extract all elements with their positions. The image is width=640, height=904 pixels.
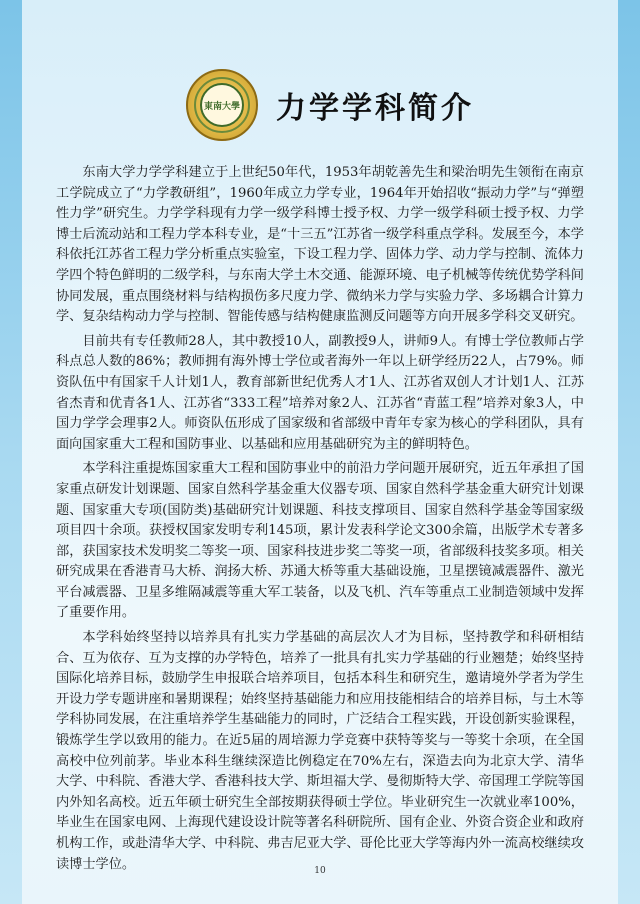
paragraph-education: 本学科始终坚持以培养具有扎实力学基础的高层次人才为目标，坚持教学和科研相结合、互为依存、互为支撑的办学特色，培养了一批具有扎实力学基础的行业翘楚；始终坚持国际化培养目标，鼓励学生申报联合培养项目，包括本科生和研究生，邀请境外学者为学生开设力学专题讲座和暑期课程；始终坚持基础能力和应用技能相结合的培养目标，与土木等学科协同发展，在注重培养学生基础能力的同时，广泛结合工程实践，开设创新实验课程，锻炼学生学以致用的能力。在近5届的周培源力学竞赛中获特等奖与一等奖十余项，在全国高校中位列前茅。毕业本科生继续深造比例稳定在70%左右，深造去向为北京大学、清华大学、中科院、香港大学、香港科技大学、斯坦福大学、曼彻斯特大学、帝国理工学院等国内外知名高校。近五年硕士研究生全部按期获得硕士学位。毕业研究生一次就业率100%，毕业生在国家电网、上海现代建设设计院等著名科研院所、国有企业、外资合资企业和政府机构工作，或赴清华大学、中科院、弗吉尼亚大学、哥伦比亚大学等海内外一流高校继续攻读博士学位。 <box>56 630 584 872</box>
seal-ring <box>194 77 250 133</box>
seal-core: 東南大學 <box>200 83 244 127</box>
article-body <box>56 163 584 879</box>
left-decor-bar <box>0 0 22 904</box>
right-decor-bar <box>618 0 640 904</box>
paragraph-research: 本学科注重提炼国家重大工程和国防事业中的前沿力学问题开展研究，近五年承担了国家重点研发计划课题、国家自然科学基金重大仪器专项、国家自然科学基金重大研究计划课题、国家重大专项(国防类)基础研究计划课题、科技支撑项目、国家自然科学基金等国家级项目四十余项。获授权国家发明专利145项，累计发表科学论文300余篇，出版学术专著多部，获国家技术发明奖二等奖一项、国家科技进步奖二等奖一项，省部级科技奖多项。相关研究成果在香港青马大桥、润扬大桥、苏通大桥等重大基础设施，卫星摆镜减震器件、激光平台减震器、卫星多维隔减震等重大军工装备，以及飞机、汽车等重点工业制造领域中发挥了重要作用。 <box>56 461 584 621</box>
university-seal-icon <box>186 69 258 141</box>
paragraph-history: 东南大学力学学科建立于上世纪50年代，1953年胡乾善先生和梁治明先生领衔在南京工学院成立了“力学教研组”，1960年成立力学专业，1964年开始招收“振动力学”与“弹塑性力学”研究生。力学学科现有力学一级学科博士授予权、力学一级学科硕士授予权、力学博士后流动站和工程力学本科专业，是“十三五”江苏省一级学科重点学科。发展至今，本学科依托江苏省工程力学分析重点实验室，下设工程力学、固体力学、动力学与控制、流体力学四个特色鲜明的二级学科，与东南大学土木交通、能源环境、电子机械等传统优势学科间协同发展，重点围绕材料与结构损伤多尺度力学、微纳米力学与实验力学、多场耦合计算力学、复杂结构动力学与控制、智能传感与结构健康监测反问题等方向开展多学科交叉研究。 <box>56 165 584 325</box>
paragraph-faculty: 目前共有专任教师28人，其中教授10人，副教授9人，讲师9人。有博士学位教师占学科点总人数的86%；教师拥有海外博士学位或者海外一年以上研学经历22人，占79%。师资队伍中有国家千人计划1人，教育部新世纪优秀人才1人、江苏省双创人才计划1人、江苏省杰青和优青各1人、江苏省“333工程”培养对象2人、江苏省“青蓝工程”培养对象3人，中国力学学会理事2人。师资队伍形成了国家级和省部级中青年专家为核心的学科团队，具有面向国家重大工程和国防事业、以基础和应用基础研究为主的鲜明特色。 <box>56 333 584 452</box>
page-number: 10 <box>314 866 326 876</box>
page-header <box>186 68 474 142</box>
page-title: 力学学科简介 <box>276 91 474 126</box>
